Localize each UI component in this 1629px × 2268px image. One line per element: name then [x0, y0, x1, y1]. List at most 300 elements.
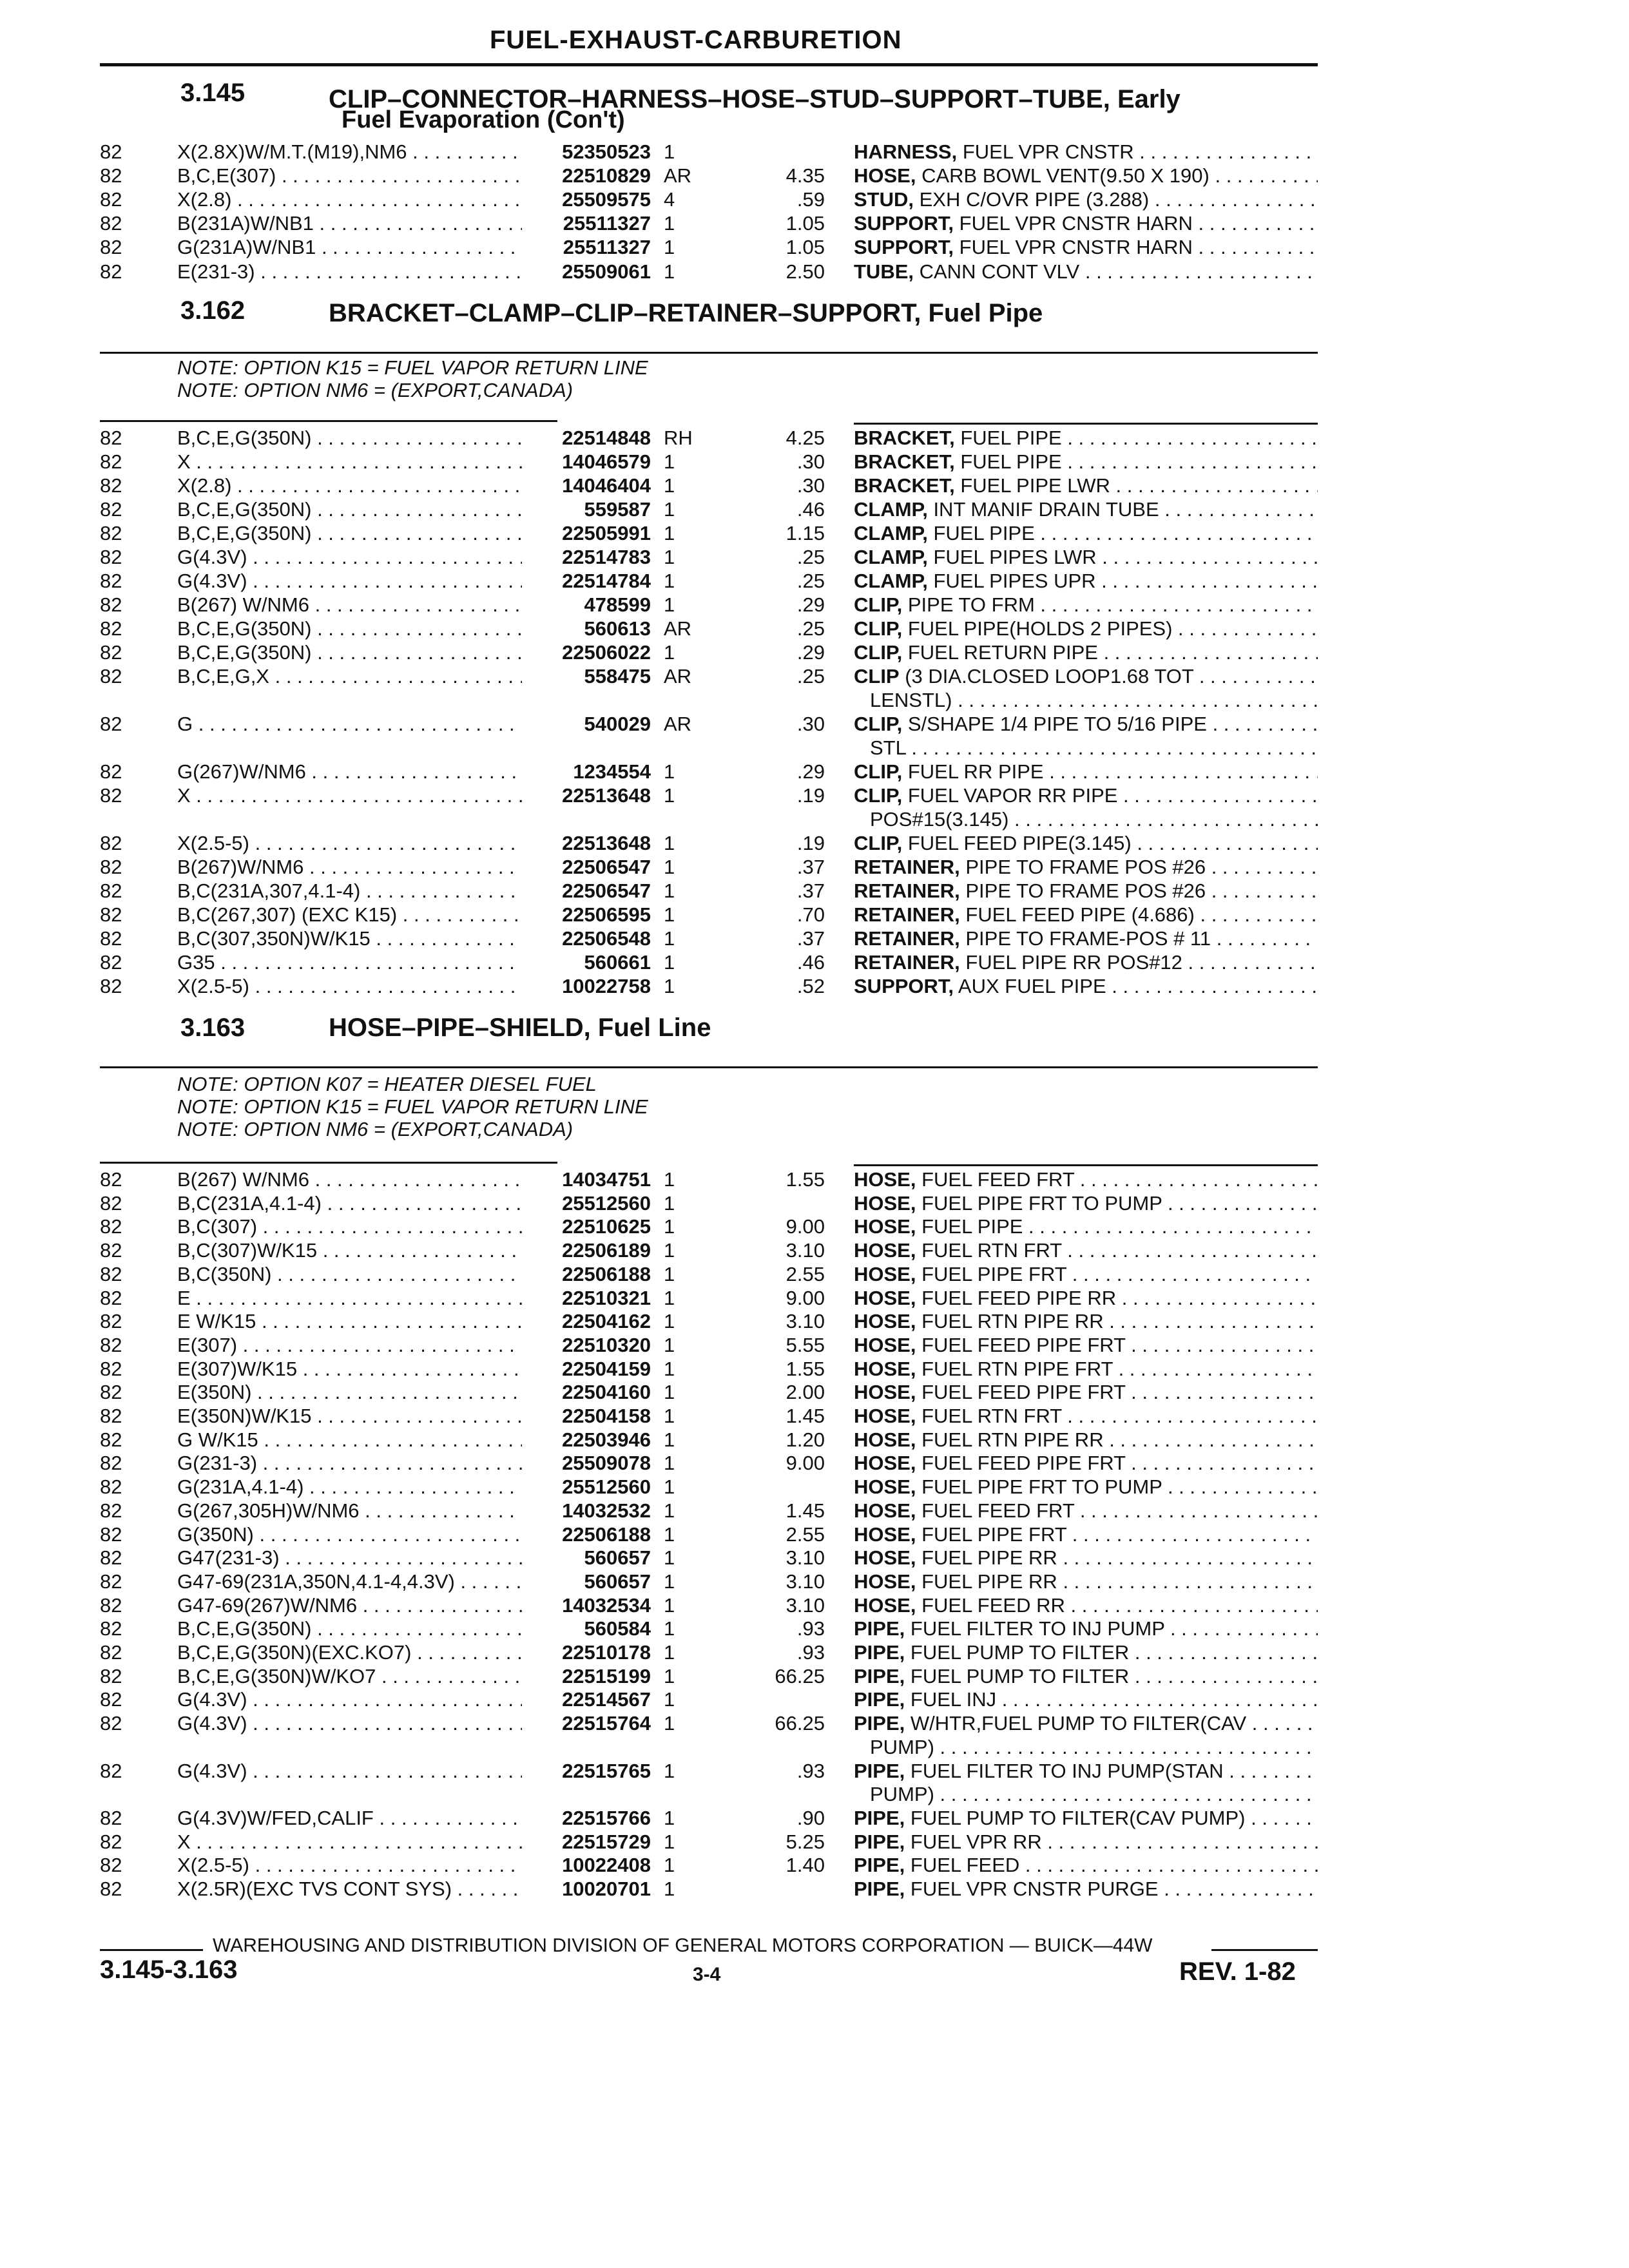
- model-year: 82: [100, 1262, 122, 1285]
- description: [854, 593, 1318, 617]
- price: .30: [796, 713, 825, 735]
- table-row: [0, 760, 1629, 786]
- part-number: 540029: [584, 713, 651, 735]
- quantity: 1: [664, 1405, 675, 1427]
- description: [854, 856, 1318, 879]
- quantity: 1: [664, 1593, 675, 1617]
- part-name: HOSE,: [854, 1428, 916, 1451]
- price: .90: [796, 1806, 825, 1829]
- quantity: 4: [664, 188, 675, 211]
- part-number: 22506595: [562, 903, 651, 926]
- description: [854, 1594, 1318, 1617]
- description-detail: FUEL INJ: [905, 1688, 997, 1711]
- description: [854, 1310, 1318, 1333]
- quantity: RH: [664, 427, 693, 449]
- section-number: 3.162: [180, 296, 246, 325]
- part-name: PIPE,: [854, 1617, 905, 1640]
- application: B,C(231A,4.1-4) . . .: [177, 1192, 522, 1215]
- quantity: 1: [664, 856, 675, 878]
- table-row: [0, 1617, 1629, 1643]
- part-number: 22515765: [562, 1759, 651, 1782]
- application: E . . .: [177, 1287, 522, 1310]
- part-number: 10020701: [562, 1878, 651, 1900]
- description: [854, 1334, 1318, 1357]
- price: 9.00: [786, 1452, 825, 1475]
- model-year: 82: [100, 450, 122, 473]
- table-row: [0, 1405, 1629, 1430]
- part-name: HOSE,: [854, 1357, 916, 1380]
- quantity: 1: [664, 1191, 675, 1215]
- model-year: 82: [100, 832, 122, 854]
- price: 66.25: [775, 1664, 825, 1687]
- table-row: [0, 1287, 1629, 1312]
- part-name: PIPE,: [854, 1830, 905, 1853]
- application: G(231A,4.1-4) . . .: [177, 1475, 522, 1499]
- table-row-continuation: [0, 1783, 1629, 1809]
- part-number: 22514784: [562, 570, 651, 592]
- description-detail: FUEL PIPE FRT TO PUMP: [916, 1475, 1162, 1499]
- part-number: 22504160: [562, 1381, 651, 1404]
- option-note: NOTE: OPTION K15 = FUEL VAPOR RETURN LINE: [177, 356, 648, 379]
- model-year: 82: [100, 546, 122, 568]
- model-year: 82: [100, 164, 122, 187]
- model-year: 82: [100, 593, 122, 616]
- application: G(267,305H)W/NM6 . . .: [177, 1499, 522, 1523]
- quantity: 1: [664, 879, 675, 902]
- part-name: CLAMP,: [854, 522, 928, 544]
- price: 3.10: [786, 1593, 825, 1617]
- application: X(2.8) . . .: [177, 188, 522, 211]
- part-number: 22515764: [562, 1712, 651, 1735]
- part-name: HOSE,: [854, 1168, 916, 1191]
- table-row: [0, 1452, 1629, 1477]
- table-row: [0, 856, 1629, 881]
- price: 1.15: [786, 522, 825, 544]
- table-row: [0, 784, 1629, 810]
- part-name: HOSE,: [854, 1475, 916, 1499]
- price: 1.45: [786, 1405, 825, 1427]
- part-number: 25512560: [562, 1475, 651, 1499]
- table-row-continuation: [0, 736, 1629, 762]
- part-name: HOSE,: [854, 1405, 916, 1427]
- part-number: 22514567: [562, 1688, 651, 1711]
- part-name: CLIP,: [854, 641, 903, 664]
- price: .93: [796, 1641, 825, 1664]
- part-name: CLIP,: [854, 832, 903, 854]
- description-detail: (3 DIA.CLOSED LOOP1.68 TOT: [899, 665, 1194, 687]
- part-number: 22506548: [562, 927, 651, 950]
- description-detail: W/HTR,FUEL PUMP TO FILTER(CAV: [905, 1712, 1247, 1735]
- part-name: PIPE,: [854, 1878, 905, 1900]
- description: [854, 617, 1318, 640]
- description-detail: FUEL FEED PIPE FRT: [916, 1452, 1126, 1475]
- price: 2.55: [786, 1523, 825, 1546]
- quantity: 1: [664, 1168, 675, 1191]
- application: G(4.3V) . . .: [177, 1712, 522, 1735]
- application: E(231-3) . . .: [177, 260, 522, 284]
- table-row: [0, 236, 1629, 262]
- table-row: [0, 1546, 1629, 1572]
- table-row: [0, 832, 1629, 858]
- price: 4.35: [786, 164, 825, 187]
- table-row: [0, 1854, 1629, 1879]
- part-number: 559587: [584, 498, 651, 521]
- description-detail: FUEL PIPE(HOLDS 2 PIPES): [902, 617, 1173, 640]
- description-detail: AUX FUEL PIPE: [954, 975, 1106, 997]
- application: G(4.3V) . . .: [177, 1688, 522, 1711]
- model-year: 82: [100, 1830, 122, 1853]
- model-year: 82: [100, 975, 122, 997]
- description: [854, 546, 1318, 569]
- model-year: 82: [100, 188, 122, 211]
- table-row-continuation: [0, 1736, 1629, 1762]
- quantity: 1: [664, 593, 675, 616]
- quantity: 1: [664, 1830, 675, 1853]
- part-number: 22510625: [562, 1215, 651, 1238]
- quantity: 1: [664, 1286, 675, 1309]
- application: G47(231-3) . . .: [177, 1546, 522, 1570]
- description-detail: FUEL FEED PIPE(3.145): [902, 832, 1132, 854]
- header-rule: [100, 63, 1318, 66]
- table-row: [0, 879, 1629, 905]
- description-detail: FUEL PIPE RR: [916, 1570, 1057, 1593]
- description: [854, 713, 1318, 736]
- application: X(2.5-5) . . .: [177, 832, 522, 855]
- price: .30: [796, 474, 825, 497]
- description: [854, 1215, 1318, 1238]
- application: G(267)W/NM6 . . .: [177, 760, 522, 783]
- footer-publisher: WAREHOUSING AND DISTRIBUTION DIVISION OF GENERAL MOTORS CORPORATION — BUICK—44W: [213, 1935, 1153, 1956]
- price: .37: [796, 879, 825, 902]
- application: G(231A)W/NB1 . . .: [177, 236, 522, 259]
- table-row: [0, 1475, 1629, 1501]
- table-row: [0, 951, 1629, 977]
- table-row: [0, 1523, 1629, 1549]
- part-number: 22505991: [562, 522, 651, 544]
- model-year: 82: [100, 1428, 122, 1451]
- model-year: 82: [100, 260, 122, 283]
- price: .59: [796, 188, 825, 211]
- quantity: 1: [664, 570, 675, 592]
- part-number: 10022408: [562, 1854, 651, 1877]
- model-year: 82: [100, 760, 122, 783]
- model-year: 82: [100, 1593, 122, 1617]
- price: 3.10: [786, 1546, 825, 1570]
- description: [854, 188, 1318, 211]
- list-rule-left: [100, 420, 557, 422]
- description: [854, 236, 1318, 259]
- price: .52: [796, 975, 825, 997]
- part-number: 560661: [584, 951, 651, 974]
- part-number: 25511327: [563, 236, 651, 259]
- part-name: TUBE,: [854, 260, 914, 283]
- application: G(4.3V)W/FED,CALIF . . .: [177, 1807, 522, 1830]
- model-year: 82: [100, 1499, 122, 1522]
- description-continuation: PUMP) . . .: [870, 1736, 1318, 1759]
- description-detail: FUEL VAPOR RR PIPE: [902, 784, 1118, 807]
- part-name: HOSE,: [854, 1333, 916, 1356]
- quantity: 1: [664, 1475, 675, 1499]
- description-detail: FUEL FEED FRT: [916, 1168, 1075, 1191]
- table-row: [0, 927, 1629, 953]
- description: [854, 784, 1318, 807]
- model-year: 82: [100, 1286, 122, 1309]
- table-row: [0, 1831, 1629, 1856]
- option-note: NOTE: OPTION K07 = HEATER DIESEL FUEL: [177, 1073, 597, 1095]
- application: B,C,E,G(350N) . . .: [177, 1617, 522, 1640]
- quantity: 1: [664, 784, 675, 807]
- quantity: 1: [664, 546, 675, 568]
- part-number: 560584: [584, 1617, 651, 1640]
- model-year: 82: [100, 1310, 122, 1333]
- part-name: HOSE,: [854, 1286, 916, 1309]
- table-row: [0, 1570, 1629, 1596]
- model-year: 82: [100, 140, 122, 163]
- table-row: [0, 1263, 1629, 1289]
- description: [854, 903, 1318, 927]
- part-number: 22513648: [562, 832, 651, 854]
- part-number: 22506547: [562, 856, 651, 878]
- model-year: 82: [100, 1333, 122, 1356]
- application: B,C,E,G(350N) . . .: [177, 617, 522, 640]
- price: 66.25: [775, 1712, 825, 1735]
- price: .29: [796, 641, 825, 664]
- description-continuation: PUMP) . . .: [870, 1783, 1318, 1806]
- model-year: 82: [100, 212, 122, 235]
- application: G(4.3V) . . .: [177, 570, 522, 593]
- model-year: 82: [100, 1475, 122, 1499]
- description: [854, 665, 1318, 688]
- description-detail: FUEL PIPE RR: [916, 1546, 1057, 1570]
- quantity: 1: [664, 927, 675, 950]
- quantity: 1: [664, 1712, 675, 1735]
- application: E(307)W/K15 . . .: [177, 1358, 522, 1381]
- quantity: 1: [664, 1759, 675, 1782]
- price: 9.00: [786, 1286, 825, 1309]
- section-title: CLIP–CONNECTOR–HARNESS–HOSE–STUD–SUPPORT–TUBE, Early: [329, 85, 1181, 113]
- part-name: RETAINER,: [854, 856, 960, 878]
- application: G47-69(231A,350N,4.1-4,4.3V) . . .: [177, 1570, 522, 1593]
- description: [854, 212, 1318, 235]
- part-name: CLIP: [854, 665, 900, 687]
- table-row: [0, 617, 1629, 643]
- table-row: [0, 903, 1629, 929]
- footer-rule-left: [100, 1949, 203, 1951]
- description-detail: FUEL RR PIPE: [902, 760, 1044, 783]
- quantity: 1: [664, 1878, 675, 1900]
- footer-section-range: 3.145-3.163: [100, 1956, 238, 1984]
- description: [854, 1617, 1318, 1640]
- application: G(350N) . . .: [177, 1523, 522, 1546]
- description: [854, 879, 1318, 903]
- part-name: HOSE,: [854, 1191, 916, 1215]
- description: [854, 1192, 1318, 1215]
- description-detail: FUEL PIPE FRT TO PUMP: [916, 1191, 1162, 1215]
- price: .25: [796, 570, 825, 592]
- part-name: HOSE,: [854, 1523, 916, 1546]
- part-number: 478599: [584, 593, 651, 616]
- application: B(267) W/NM6 . . .: [177, 593, 522, 617]
- description: [854, 1287, 1318, 1310]
- description-continuation: STL . . .: [870, 736, 1318, 760]
- quantity: 1: [664, 760, 675, 783]
- quantity: 1: [664, 1523, 675, 1546]
- description: [854, 975, 1318, 998]
- quantity: AR: [664, 713, 692, 735]
- part-number: 22504159: [562, 1357, 651, 1380]
- part-number: 14032534: [562, 1593, 651, 1617]
- price: .29: [796, 593, 825, 616]
- price: 1.55: [786, 1168, 825, 1191]
- part-name: RETAINER,: [854, 879, 960, 902]
- quantity: 1: [664, 140, 675, 163]
- description-detail: FUEL FEED PIPE FRT: [916, 1381, 1126, 1404]
- part-number: 22506022: [562, 641, 651, 664]
- part-name: HOSE,: [854, 1239, 916, 1262]
- part-name: PIPE,: [854, 1712, 905, 1735]
- model-year: 82: [100, 474, 122, 497]
- model-year: 82: [100, 1215, 122, 1238]
- price: 1.05: [786, 236, 825, 259]
- quantity: 1: [664, 832, 675, 854]
- description-detail: FUEL PIPES UPR: [927, 570, 1096, 592]
- section-title: BRACKET–CLAMP–CLIP–RETAINER–SUPPORT, Fuel Pipe: [329, 299, 1043, 327]
- part-name: HOSE,: [854, 1570, 916, 1593]
- application: X . . .: [177, 784, 522, 807]
- price: .29: [796, 760, 825, 783]
- application: B,C(231A,307,4.1-4) . . .: [177, 879, 522, 903]
- quantity: 1: [664, 641, 675, 664]
- model-year: 82: [100, 1452, 122, 1475]
- description: [854, 450, 1318, 474]
- table-row: [0, 1215, 1629, 1241]
- model-year: 82: [100, 1806, 122, 1829]
- description-detail: FUEL VPR CNSTR PURGE: [905, 1878, 1159, 1900]
- description-detail: FUEL PIPE FRT: [916, 1262, 1067, 1285]
- quantity: 1: [664, 1570, 675, 1593]
- model-year: 82: [100, 1191, 122, 1215]
- part-name: HOSE,: [854, 1310, 916, 1333]
- table-row-continuation: [0, 808, 1629, 834]
- model-year: 82: [100, 1617, 122, 1640]
- part-name: HOSE,: [854, 1262, 916, 1285]
- model-year: 82: [100, 784, 122, 807]
- part-number: 22506547: [562, 879, 651, 902]
- quantity: 1: [664, 474, 675, 497]
- application: G . . .: [177, 713, 522, 736]
- table-row: [0, 140, 1629, 166]
- part-number: 22510829: [562, 164, 651, 187]
- description: [854, 260, 1318, 284]
- quantity: 1: [664, 1452, 675, 1475]
- part-name: SUPPORT,: [854, 975, 954, 997]
- part-number: 14032532: [562, 1499, 651, 1522]
- description-detail: FUEL FEED FRT: [916, 1499, 1075, 1522]
- model-year: 82: [100, 1688, 122, 1711]
- description-detail: FUEL VPR CNSTR HARN: [954, 212, 1193, 235]
- part-name: CLIP,: [854, 617, 903, 640]
- part-number: 22510320: [562, 1333, 651, 1356]
- quantity: 1: [664, 236, 675, 259]
- part-number: 22506188: [562, 1262, 651, 1285]
- section-subtitle: Fuel Evaporation (Con't): [342, 106, 625, 133]
- section-number: 3.163: [180, 1014, 246, 1042]
- quantity: AR: [664, 665, 692, 687]
- table-row: [0, 474, 1629, 500]
- quantity: 1: [664, 522, 675, 544]
- description-detail: FUEL RETURN PIPE: [902, 641, 1098, 664]
- description-detail: FUEL RTN PIPE RR: [916, 1310, 1104, 1333]
- quantity: AR: [664, 164, 692, 187]
- revision-label: REV. 1-82: [1179, 1957, 1296, 1986]
- table-row: [0, 1428, 1629, 1454]
- table-row: [0, 1712, 1629, 1738]
- table-row: [0, 1310, 1629, 1336]
- table-row: [0, 1239, 1629, 1265]
- model-year: 82: [100, 879, 122, 902]
- quantity: 1: [664, 1854, 675, 1877]
- quantity: 1: [664, 1428, 675, 1451]
- description-detail: FUEL PIPE LWR: [954, 474, 1110, 497]
- price: .70: [796, 903, 825, 926]
- price: .19: [796, 784, 825, 807]
- model-year: 82: [100, 1239, 122, 1262]
- part-number: 22506189: [562, 1239, 651, 1262]
- model-year: 82: [100, 951, 122, 974]
- application: X . . .: [177, 450, 522, 474]
- description-detail: S/SHAPE 1/4 PIPE TO 5/16 PIPE: [902, 713, 1207, 735]
- part-name: CLAMP,: [854, 498, 928, 521]
- part-number: 22515199: [562, 1664, 651, 1687]
- quantity: 1: [664, 1239, 675, 1262]
- quantity: 1: [664, 212, 675, 235]
- description: [854, 1760, 1318, 1783]
- part-name: PIPE,: [854, 1641, 905, 1664]
- part-number: 558475: [584, 665, 651, 687]
- quantity: 1: [664, 1310, 675, 1333]
- part-number: 52350523: [562, 140, 651, 163]
- price: 9.00: [786, 1215, 825, 1238]
- description-detail: FUEL RTN PIPE FRT: [916, 1357, 1113, 1380]
- application: B,C,E,G(350N) . . .: [177, 498, 522, 521]
- part-name: RETAINER,: [854, 927, 960, 950]
- description: [854, 1499, 1318, 1523]
- table-row: [0, 1665, 1629, 1691]
- description-detail: FUEL PIPE: [916, 1215, 1023, 1238]
- description: [854, 1475, 1318, 1499]
- application: B(231A)W/NB1 . . .: [177, 212, 522, 235]
- table-row: [0, 1878, 1629, 1903]
- quantity: 1: [664, 1664, 675, 1687]
- model-year: 82: [100, 1357, 122, 1380]
- description-detail: PIPE TO FRM: [902, 593, 1035, 616]
- part-name: PIPE,: [854, 1688, 905, 1711]
- application: B,C,E,G,X . . .: [177, 665, 522, 688]
- price: .25: [796, 546, 825, 568]
- description-detail: PIPE TO FRAME POS #26: [959, 879, 1206, 902]
- part-name: PIPE,: [854, 1664, 905, 1687]
- model-year: 82: [100, 713, 122, 735]
- quantity: 1: [664, 260, 675, 283]
- part-name: HOSE,: [854, 1499, 916, 1522]
- part-name: CLIP,: [854, 713, 903, 735]
- part-name: RETAINER,: [854, 903, 960, 926]
- description: [854, 641, 1318, 664]
- description: [854, 1523, 1318, 1546]
- model-year: 82: [100, 665, 122, 687]
- description-detail: FUEL FILTER TO INJ PUMP(STAN: [905, 1759, 1224, 1782]
- quantity: 1: [664, 1262, 675, 1285]
